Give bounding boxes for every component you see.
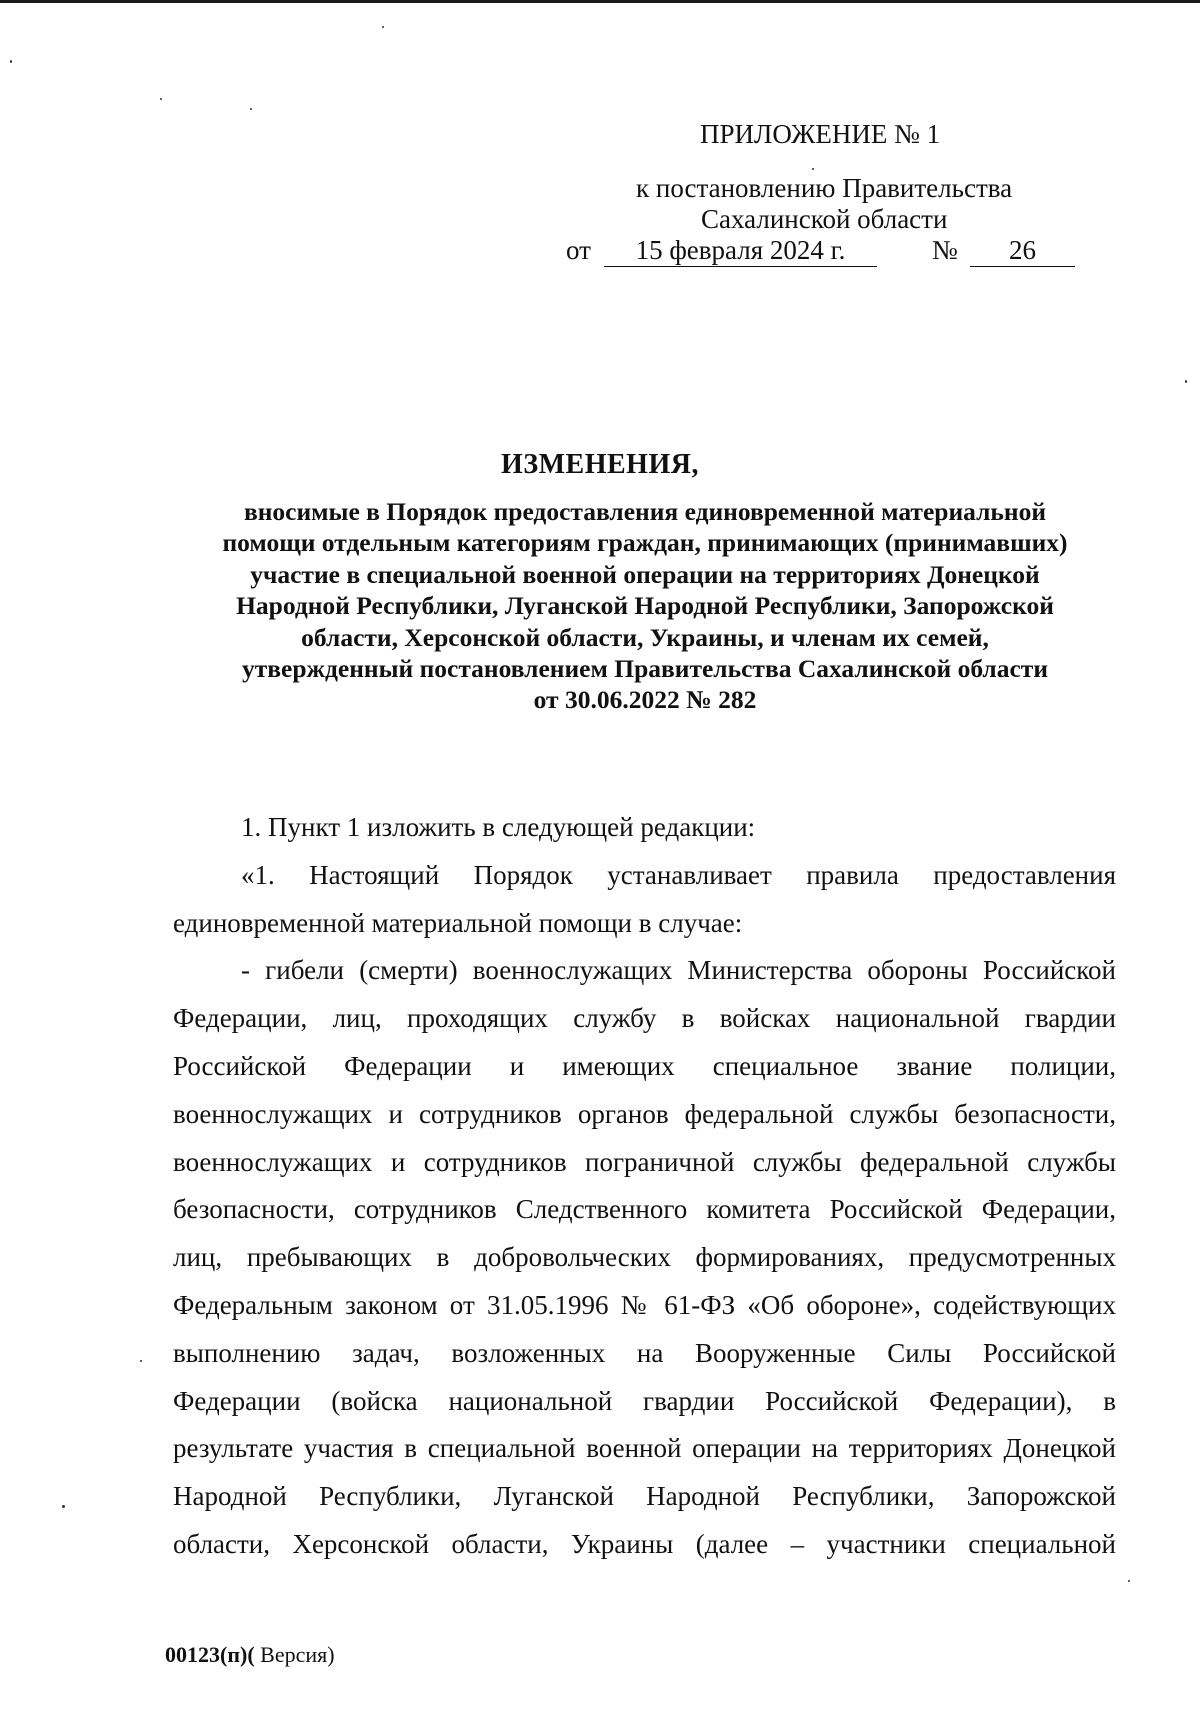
subtitle-line: участие в специальной военной операции на территориях Донецкой — [250, 559, 1040, 589]
appendix-title: ПРИЛОЖЕНИЕ № 1 — [700, 119, 941, 149]
subtitle-line: от 30.06.2022 № 282 — [533, 685, 757, 715]
body-line: Российской Федерации и имеющих специальное звание полиции, — [173, 1050, 1116, 1081]
body-line: Федерации, лиц, проходящих службу в войсках национальной гвардии — [173, 1003, 1116, 1034]
body-line: Народной Республики, Луганской Народной Республики, Запорожской — [173, 1481, 1116, 1512]
scan-speck — [62, 1505, 65, 1508]
document-title: ИЗМЕНЕНИЯ, — [501, 449, 699, 480]
scan-speck — [160, 98, 162, 100]
document-subtitle — [160, 496, 1130, 716]
body-line: лиц, пребывающих в добровольческих формированиях, предусмотренных — [173, 1242, 1116, 1273]
appendix-line-resolution: к постановлению Правительства — [636, 173, 1013, 203]
scan-speck — [10, 60, 12, 63]
subtitle-line: Народной Республики, Луганской Народной Республики, Запорожской — [236, 591, 1054, 621]
scan-speck — [250, 108, 252, 110]
scan-speck — [1185, 380, 1187, 383]
appendix-date-row — [560, 234, 1120, 268]
body-line: результате участия в специальной военной операции на территориях Донецкой — [173, 1433, 1116, 1464]
body-line: - гибели (смерти) военнослужащих Министерства обороны Российской — [241, 955, 1116, 986]
scan-speck — [382, 26, 384, 28]
body-line: военнослужащих и сотрудников органов федеральной службы безопасности, — [173, 1098, 1116, 1129]
subtitle-line: области, Херсонской области, Украины, и членам их семей, — [301, 622, 989, 652]
scan-speck — [1128, 1580, 1130, 1582]
body-line: «1. Настоящий Порядок устанавливает правила предоставления — [241, 859, 1116, 890]
subtitle-line: помощи отдельным категориям граждан, принимающих (принимавших) — [222, 528, 1068, 558]
appendix-line-region: Сахалинской области — [701, 204, 948, 234]
body-line: 1. Пункт 1 изложить в следующей редакции: — [241, 812, 756, 842]
date-field: 15 февраля 2024 г. — [604, 234, 877, 267]
footer-code-version: Версия) — [254, 1642, 335, 1667]
date-prefix: от — [566, 235, 591, 265]
scan-speck — [812, 168, 814, 170]
body-line: единовременной материальной помощи в случае: — [173, 907, 743, 938]
number-field: 26 — [970, 234, 1075, 267]
body-line: военнослужащих и сотрудников пограничной службы федеральной службы — [173, 1146, 1116, 1177]
footer-code-number: 00123(п)( — [165, 1642, 255, 1667]
body-line: области, Херсонской области, Украины (далее – участники специальной — [173, 1528, 1116, 1559]
footer-code — [165, 1642, 335, 1668]
scan-speck — [140, 1360, 142, 1362]
subtitle-line: вносимые в Порядок предоставления единовременной материальной — [243, 497, 1047, 526]
document-body — [173, 804, 1116, 1569]
body-line: выполнению задач, возложенных на Вооруженные Силы Российской — [173, 1337, 1116, 1368]
body-line: безопасности, сотрудников Следственного комитета Российской Федерации, — [173, 1194, 1116, 1225]
subtitle-line: утвержденный постановлением Правительства Сахалинской области — [241, 654, 1049, 684]
body-line: Федеральным законом от 31.05.1996 № 61-ФЗ «Об обороне», содействующих — [173, 1289, 1116, 1320]
body-line: Федерации (войска национальной гвардии Российской Федерации), в — [173, 1385, 1116, 1416]
number-sign: № — [932, 235, 958, 265]
